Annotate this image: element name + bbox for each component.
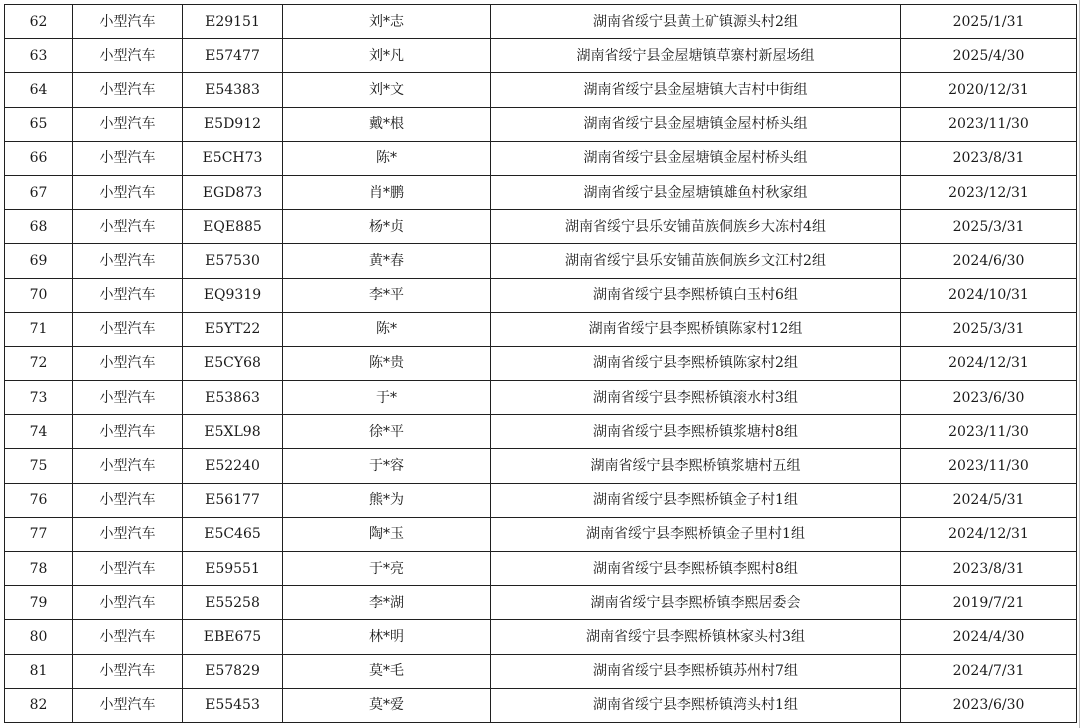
row-number-cell: 63 [5,39,73,73]
row-number-cell: 80 [5,620,73,654]
vehicle-type-cell: 小型汽车 [73,278,183,312]
table-row [5,415,1077,449]
date-cell: 2024/7/31 [901,654,1077,688]
plate-number-cell: E5CY68 [183,346,283,380]
owner-name-cell: 陶*玉 [283,517,491,551]
date-cell: 2024/4/30 [901,620,1077,654]
owner-name-cell: 莫*爱 [283,688,491,722]
vehicle-type-cell: 小型汽车 [73,552,183,586]
vehicle-type-cell: 小型汽车 [73,5,183,39]
plate-number-cell: E5CH73 [183,141,283,175]
date-cell: 2023/12/31 [901,175,1077,209]
row-number-cell: 82 [5,688,73,722]
row-number-cell: 79 [5,586,73,620]
row-number-cell: 74 [5,415,73,449]
owner-name-cell: 徐*平 [283,415,491,449]
address-cell: 湖南省绥宁县李熙桥镇金子里村1组 [491,517,901,551]
table-row [5,449,1077,483]
plate-number-cell: E5YT22 [183,312,283,346]
address-cell: 湖南省绥宁县乐安铺苗族侗族乡文江村2组 [491,244,901,278]
date-cell: 2023/11/30 [901,107,1077,141]
owner-name-cell: 于* [283,381,491,415]
vehicle-type-cell: 小型汽车 [73,39,183,73]
vehicle-type-cell: 小型汽车 [73,586,183,620]
table-row [5,517,1077,551]
address-cell: 湖南省绥宁县李熙桥镇苏州村7组 [491,654,901,688]
table-row [5,381,1077,415]
address-cell: 湖南省绥宁县李熙桥镇白玉村6组 [491,278,901,312]
plate-number-cell: EQ9319 [183,278,283,312]
table-row [5,244,1077,278]
address-cell: 湖南省绥宁县李熙桥镇湾头村1组 [491,688,901,722]
row-number-cell: 72 [5,346,73,380]
row-number-cell: 67 [5,175,73,209]
vehicle-type-cell: 小型汽车 [73,517,183,551]
address-cell: 湖南省绥宁县李熙桥镇陈家村12组 [491,312,901,346]
owner-name-cell: 林*明 [283,620,491,654]
table-row [5,175,1077,209]
owner-name-cell: 刘*凡 [283,39,491,73]
table-row [5,483,1077,517]
address-cell: 湖南省绥宁县金屋塘镇雄鱼村秋家组 [491,175,901,209]
vehicle-type-cell: 小型汽车 [73,688,183,722]
vehicle-type-cell: 小型汽车 [73,312,183,346]
row-number-cell: 78 [5,552,73,586]
table-row [5,73,1077,107]
table-row [5,586,1077,620]
owner-name-cell: 莫*毛 [283,654,491,688]
plate-number-cell: E52240 [183,449,283,483]
owner-name-cell: 熊*为 [283,483,491,517]
plate-number-cell: EQE885 [183,210,283,244]
owner-name-cell: 杨*贞 [283,210,491,244]
owner-name-cell: 肖*鹏 [283,175,491,209]
address-cell: 湖南省绥宁县李熙桥镇李熙居委会 [491,586,901,620]
vehicle-type-cell: 小型汽车 [73,244,183,278]
plate-number-cell: E57530 [183,244,283,278]
owner-name-cell: 陈* [283,312,491,346]
vehicle-type-cell: 小型汽车 [73,483,183,517]
table-row [5,5,1077,39]
date-cell: 2024/12/31 [901,346,1077,380]
address-cell: 湖南省绥宁县金屋塘镇草寨村新屋场组 [491,39,901,73]
row-number-cell: 71 [5,312,73,346]
date-cell: 2023/6/30 [901,381,1077,415]
owner-name-cell: 黄*春 [283,244,491,278]
plate-number-cell: E29151 [183,5,283,39]
plate-number-cell: E5C465 [183,517,283,551]
table-row [5,107,1077,141]
table-row [5,620,1077,654]
vehicle-type-cell: 小型汽车 [73,381,183,415]
owner-name-cell: 陈*贵 [283,346,491,380]
plate-number-cell: E57477 [183,39,283,73]
address-cell: 湖南省绥宁县金屋塘镇大吉村中街组 [491,73,901,107]
vehicle-type-cell: 小型汽车 [73,415,183,449]
row-number-cell: 62 [5,5,73,39]
plate-number-cell: E55453 [183,688,283,722]
date-cell: 2024/10/31 [901,278,1077,312]
plate-number-cell: E55258 [183,586,283,620]
date-cell: 2020/12/31 [901,73,1077,107]
date-cell: 2025/3/31 [901,210,1077,244]
row-number-cell: 65 [5,107,73,141]
address-cell: 湖南省绥宁县李熙桥镇浆塘村五组 [491,449,901,483]
vehicle-type-cell: 小型汽车 [73,141,183,175]
owner-name-cell: 于*容 [283,449,491,483]
row-number-cell: 77 [5,517,73,551]
plate-number-cell: E53863 [183,381,283,415]
row-number-cell: 75 [5,449,73,483]
row-number-cell: 70 [5,278,73,312]
table-row [5,552,1077,586]
address-cell: 湖南省绥宁县金屋塘镇金屋村桥头组 [491,107,901,141]
date-cell: 2023/6/30 [901,688,1077,722]
address-cell: 湖南省绥宁县李熙桥镇陈家村2组 [491,346,901,380]
address-cell: 湖南省绥宁县李熙桥镇滚水村3组 [491,381,901,415]
row-number-cell: 69 [5,244,73,278]
date-cell: 2025/3/31 [901,312,1077,346]
row-number-cell: 66 [5,141,73,175]
address-cell: 湖南省绥宁县李熙桥镇李熙村8组 [491,552,901,586]
owner-name-cell: 李*湖 [283,586,491,620]
table-row [5,312,1077,346]
plate-number-cell: E5D912 [183,107,283,141]
table-row [5,141,1077,175]
vehicle-type-cell: 小型汽车 [73,620,183,654]
plate-number-cell: E59551 [183,552,283,586]
date-cell: 2023/11/30 [901,449,1077,483]
plate-number-cell: E5XL98 [183,415,283,449]
date-cell: 2023/11/30 [901,415,1077,449]
plate-number-cell: E56177 [183,483,283,517]
vehicle-type-cell: 小型汽车 [73,107,183,141]
date-cell: 2019/7/21 [901,586,1077,620]
table-row [5,346,1077,380]
table-row [5,39,1077,73]
address-cell: 湖南省绥宁县乐安铺苗族侗族乡大冻村4组 [491,210,901,244]
row-number-cell: 73 [5,381,73,415]
owner-name-cell: 陈* [283,141,491,175]
date-cell: 2025/1/31 [901,5,1077,39]
vehicle-type-cell: 小型汽车 [73,449,183,483]
table-row [5,688,1077,722]
address-cell: 湖南省绥宁县李熙桥镇金子村1组 [491,483,901,517]
row-number-cell: 76 [5,483,73,517]
table-row [5,210,1077,244]
vehicle-type-cell: 小型汽车 [73,73,183,107]
row-number-cell: 64 [5,73,73,107]
date-cell: 2023/8/31 [901,552,1077,586]
table-body [5,5,1077,723]
date-cell: 2024/6/30 [901,244,1077,278]
owner-name-cell: 刘*文 [283,73,491,107]
address-cell: 湖南省绥宁县李熙桥镇林家头村3组 [491,620,901,654]
date-cell: 2023/8/31 [901,141,1077,175]
address-cell: 湖南省绥宁县李熙桥镇浆塘村8组 [491,415,901,449]
row-number-cell: 81 [5,654,73,688]
owner-name-cell: 于*亮 [283,552,491,586]
owner-name-cell: 戴*根 [283,107,491,141]
table-row [5,278,1077,312]
plate-number-cell: E54383 [183,73,283,107]
vehicle-type-cell: 小型汽车 [73,654,183,688]
date-cell: 2025/4/30 [901,39,1077,73]
plate-number-cell: E57829 [183,654,283,688]
address-cell: 湖南省绥宁县金屋塘镇金屋村桥头组 [491,141,901,175]
table-row [5,654,1077,688]
vehicle-type-cell: 小型汽车 [73,175,183,209]
vehicle-type-cell: 小型汽车 [73,210,183,244]
owner-name-cell: 刘*志 [283,5,491,39]
date-cell: 2024/5/31 [901,483,1077,517]
vehicle-table [4,4,1077,723]
vehicle-type-cell: 小型汽车 [73,346,183,380]
address-cell: 湖南省绥宁县黄土矿镇源头村2组 [491,5,901,39]
row-number-cell: 68 [5,210,73,244]
owner-name-cell: 李*平 [283,278,491,312]
plate-number-cell: EGD873 [183,175,283,209]
plate-number-cell: EBE675 [183,620,283,654]
date-cell: 2024/12/31 [901,517,1077,551]
